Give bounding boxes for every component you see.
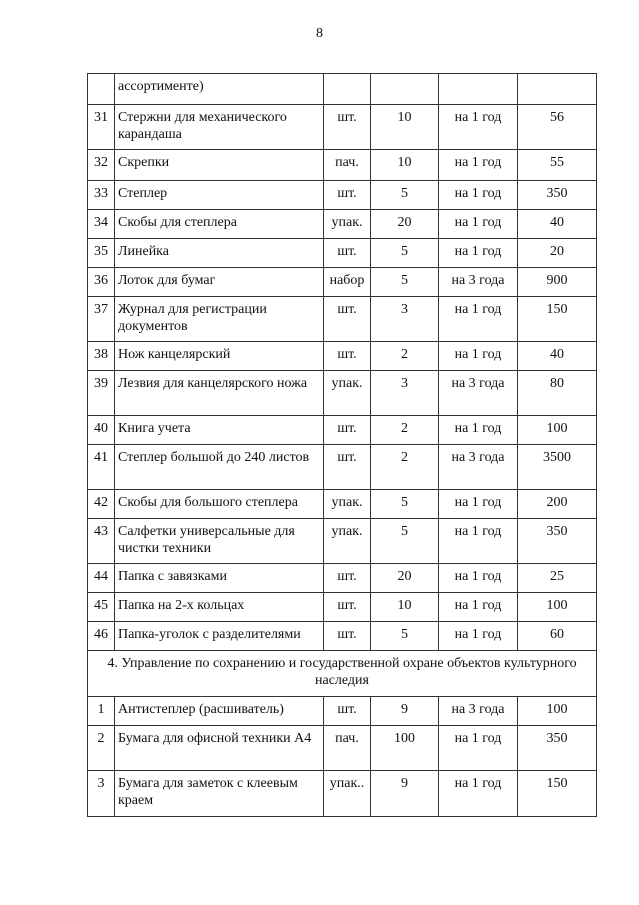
item-period: на 1 год (439, 210, 518, 239)
item-quantity: 10 (371, 593, 439, 622)
item-quantity: 2 (371, 342, 439, 371)
item-period: на 3 года (439, 371, 518, 416)
item-price: 350 (518, 181, 597, 210)
item-name: Антистеплер (расшиватель) (115, 697, 324, 726)
item-period: на 3 года (439, 697, 518, 726)
item-quantity: 3 (371, 371, 439, 416)
item-name: Скобы для большого степлера (115, 490, 324, 519)
item-period (439, 74, 518, 105)
item-period: на 1 год (439, 181, 518, 210)
table-row (88, 297, 597, 342)
page-number: 8 (316, 26, 323, 41)
item-number: 45 (88, 593, 115, 622)
item-period: на 1 год (439, 105, 518, 150)
item-number: 38 (88, 342, 115, 371)
item-period: на 1 год (439, 519, 518, 564)
item-unit: шт. (324, 622, 371, 651)
item-unit: упак.. (324, 771, 371, 817)
item-number: 36 (88, 268, 115, 297)
item-quantity: 5 (371, 490, 439, 519)
item-unit: шт. (324, 697, 371, 726)
item-period: на 1 год (439, 297, 518, 342)
item-price (518, 74, 597, 105)
item-number: 43 (88, 519, 115, 564)
item-name: Скобы для степлера (115, 210, 324, 239)
item-quantity: 2 (371, 416, 439, 445)
item-price: 80 (518, 371, 597, 416)
item-unit: шт. (324, 342, 371, 371)
item-name: Журнал для регистрации документов (115, 297, 324, 342)
item-period: на 1 год (439, 593, 518, 622)
table-row (88, 771, 597, 817)
item-number: 31 (88, 105, 115, 150)
item-number: 39 (88, 371, 115, 416)
item-name: Книга учета (115, 416, 324, 445)
item-price: 100 (518, 416, 597, 445)
item-price: 150 (518, 771, 597, 817)
item-unit: пач. (324, 726, 371, 771)
item-price: 100 (518, 697, 597, 726)
item-unit: упак. (324, 519, 371, 564)
item-quantity: 3 (371, 297, 439, 342)
item-price: 350 (518, 726, 597, 771)
item-name: Нож канцелярский (115, 342, 324, 371)
item-unit: упак. (324, 371, 371, 416)
table-row (88, 445, 597, 490)
item-price: 25 (518, 564, 597, 593)
item-period: на 1 год (439, 564, 518, 593)
item-name: Стержни для механического карандаша (115, 105, 324, 150)
table-row (88, 268, 597, 297)
item-name: Бумага для офисной техники А4 (115, 726, 324, 771)
table-row (88, 564, 597, 593)
item-period: на 1 год (439, 342, 518, 371)
table-row (88, 239, 597, 268)
item-period: на 3 года (439, 268, 518, 297)
item-name: Папка с завязками (115, 564, 324, 593)
item-name: Скрепки (115, 150, 324, 181)
item-price: 40 (518, 342, 597, 371)
item-unit: шт. (324, 416, 371, 445)
table-row (88, 622, 597, 651)
item-number: 1 (88, 697, 115, 726)
item-quantity: 5 (371, 239, 439, 268)
item-quantity: 20 (371, 564, 439, 593)
table-row (88, 416, 597, 445)
table-row (88, 210, 597, 239)
table-body (88, 74, 597, 817)
item-period: на 1 год (439, 150, 518, 181)
item-number: 37 (88, 297, 115, 342)
item-quantity: 5 (371, 268, 439, 297)
item-price: 56 (518, 105, 597, 150)
item-name: Папка на 2-х кольцах (115, 593, 324, 622)
item-number: 33 (88, 181, 115, 210)
item-name: Папка-уголок с разделителями (115, 622, 324, 651)
item-quantity: 9 (371, 697, 439, 726)
item-unit: шт. (324, 297, 371, 342)
item-price: 20 (518, 239, 597, 268)
item-price: 40 (518, 210, 597, 239)
item-price: 350 (518, 519, 597, 564)
table-row (88, 519, 597, 564)
item-unit: шт. (324, 564, 371, 593)
table-row (88, 726, 597, 771)
item-price: 200 (518, 490, 597, 519)
item-number: 35 (88, 239, 115, 268)
table-row (88, 697, 597, 726)
table-row (88, 74, 597, 105)
item-quantity: 10 (371, 150, 439, 181)
item-quantity: 5 (371, 622, 439, 651)
item-unit: шт. (324, 593, 371, 622)
item-quantity: 5 (371, 181, 439, 210)
item-period: на 1 год (439, 622, 518, 651)
table-row (88, 342, 597, 371)
item-name: Лезвия для канцелярского ножа (115, 371, 324, 416)
item-period: на 1 год (439, 726, 518, 771)
item-unit (324, 74, 371, 105)
item-price: 150 (518, 297, 597, 342)
item-number: 2 (88, 726, 115, 771)
item-name: Салфетки универсальные для чистки техники (115, 519, 324, 564)
item-price: 100 (518, 593, 597, 622)
section-title: 4. Управление по сохранению и государственной охране объектов культурного наследия (88, 651, 597, 697)
item-number: 44 (88, 564, 115, 593)
table-row (88, 181, 597, 210)
item-quantity: 2 (371, 445, 439, 490)
item-name: Степлер большой до 240 листов (115, 445, 324, 490)
supplies-table (87, 73, 597, 817)
section-header-row (88, 651, 597, 697)
item-period: на 3 года (439, 445, 518, 490)
item-number: 3 (88, 771, 115, 817)
item-name: ассортименте) (115, 74, 324, 105)
item-unit: шт. (324, 105, 371, 150)
item-quantity: 100 (371, 726, 439, 771)
item-price: 60 (518, 622, 597, 651)
table-row (88, 593, 597, 622)
item-unit: упак. (324, 490, 371, 519)
item-number: 32 (88, 150, 115, 181)
item-number: 46 (88, 622, 115, 651)
item-unit: упак. (324, 210, 371, 239)
item-name: Степлер (115, 181, 324, 210)
item-quantity (371, 74, 439, 105)
item-price: 3500 (518, 445, 597, 490)
item-number: 42 (88, 490, 115, 519)
item-quantity: 9 (371, 771, 439, 817)
item-name: Линейка (115, 239, 324, 268)
item-quantity: 10 (371, 105, 439, 150)
item-quantity: 5 (371, 519, 439, 564)
table-row (88, 490, 597, 519)
item-name: Лоток для бумаг (115, 268, 324, 297)
table-row (88, 150, 597, 181)
item-period: на 1 год (439, 416, 518, 445)
item-number (88, 74, 115, 105)
item-period: на 1 год (439, 490, 518, 519)
table-row (88, 371, 597, 416)
item-number: 41 (88, 445, 115, 490)
item-period: на 1 год (439, 239, 518, 268)
item-quantity: 20 (371, 210, 439, 239)
item-price: 55 (518, 150, 597, 181)
item-number: 40 (88, 416, 115, 445)
item-unit: пач. (324, 150, 371, 181)
table-row (88, 105, 597, 150)
item-price: 900 (518, 268, 597, 297)
item-unit: набор (324, 268, 371, 297)
item-period: на 1 год (439, 771, 518, 817)
item-name: Бумага для заметок с клеевым краем (115, 771, 324, 817)
item-unit: шт. (324, 445, 371, 490)
item-unit: шт. (324, 239, 371, 268)
item-unit: шт. (324, 181, 371, 210)
item-number: 34 (88, 210, 115, 239)
